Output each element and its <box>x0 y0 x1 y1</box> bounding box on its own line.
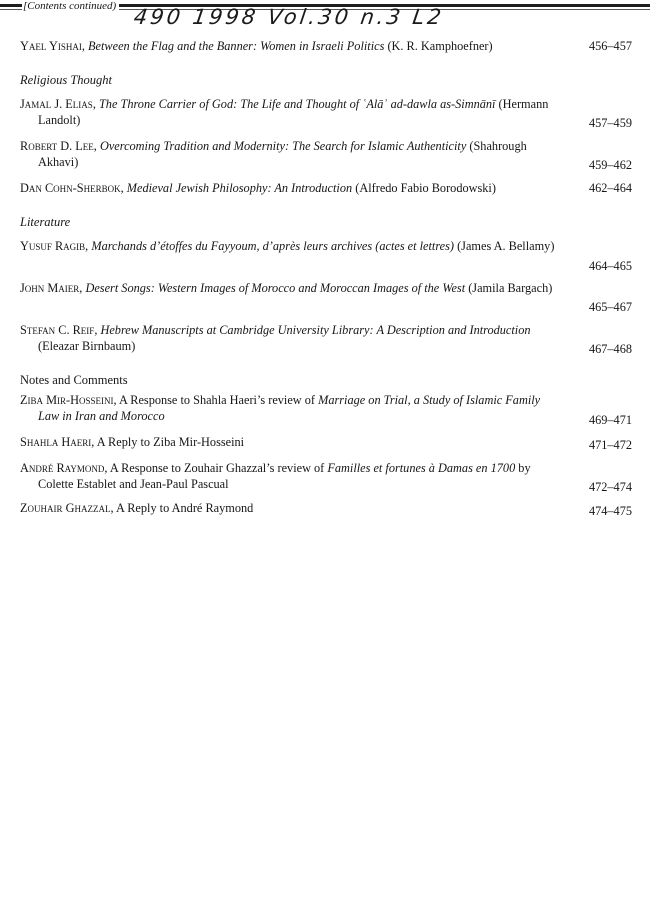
entry-description: A Reply to Ziba Mir-Hosseini <box>96 435 245 449</box>
entry-author: Yael Yishai <box>20 39 82 53</box>
entry-reviewer: (Shahrough Akhavi) <box>38 139 527 169</box>
entry-author: Shahla Haeri <box>20 435 92 449</box>
contents-entry: Stefan C. Reif, Hebrew Manuscripts at Cambridge University Library: A Description and Introduction (Eleazar Birnbaum) 467–468 <box>20 323 632 356</box>
entry-reviewer: (Jamila Bargach) <box>468 281 553 295</box>
entry-pages: 457–459 <box>588 116 632 130</box>
entry-pages: 474–475 <box>588 504 632 518</box>
entry-pages: 464–465 <box>588 259 632 273</box>
entry-author: Dan Cohn-Sherbok <box>20 181 121 195</box>
contents-entry: Dan Cohn-Sherbok, Medieval Jewish Philosophy: An Introduction (Alfredo Fabio Borodowski) 462–464 <box>20 181 632 195</box>
entry-title: Hebrew Manuscripts at Cambridge University Library: A Description and Introduction <box>100 323 531 337</box>
entry-author: John Maier <box>20 281 80 295</box>
entry-pages: 465–467 <box>588 300 632 314</box>
entry-title: Familles et fortunes à Damas en 1700 <box>327 461 516 475</box>
entry-author: Ziba Mir-Hosseini <box>20 393 114 407</box>
entry-description: A Reply to André Raymond <box>115 501 254 515</box>
entry-pages: 459–462 <box>588 158 632 172</box>
entry-pages: 456–457 <box>588 39 632 53</box>
entry-author: Yusuf Ragib <box>20 239 86 253</box>
entry-pages: 469–471 <box>588 413 632 427</box>
entry-title: Between the Flag and the Banner: Women in Israeli Politics <box>88 39 385 53</box>
entry-description: A Response to Zouhair Ghazzal’s review of <box>109 461 325 475</box>
entry-reviewer: (Alfredo Fabio Borodowski) <box>355 181 496 195</box>
entry-title: The Throne Carrier of God: The Life and Thought of ʿAlāʾ ad-dawla as-Simnānī <box>98 97 496 111</box>
entry-reviewer: (James A. Bellamy) <box>457 239 555 253</box>
entry-title: Desert Songs: Western Images of Morocco and Moroccan Images of the West <box>85 281 466 295</box>
contents-entry: Ziba Mir-Hosseini, A Response to Shahla Haeri’s review of Marriage on Trial, a Study of Islamic Family Law in Iran and Morocco 469–471 <box>20 393 632 427</box>
entry-author: Zouhair Ghazzal <box>20 501 111 515</box>
entry-author: André Raymond <box>20 461 105 475</box>
contents-entry: Shahla Haeri, A Reply to Ziba Mir-Hosseini 471–472 <box>20 435 632 452</box>
entry-pages: 471–472 <box>588 438 632 452</box>
entry-reviewer: (K. R. Kamphoefner) <box>387 39 493 53</box>
entry-author: Robert D. Lee <box>20 139 94 153</box>
entry-author: Jamal J. Elias <box>20 97 93 111</box>
entry-pages: 472–474 <box>588 480 632 494</box>
entry-title: Overcoming Tradition and Modernity: The Search for Islamic Authenticity <box>99 139 467 153</box>
section-heading-literature: Literature <box>20 215 71 229</box>
contents-entry: Yael Yishai, Between the Flag and the Banner: Women in Israeli Politics (K. R. Kamphoefner) 456–457 <box>20 39 632 53</box>
entry-reviewer: (Eleazar Birnbaum) <box>38 339 136 353</box>
entry-title: Medieval Jewish Philosophy: An Introduction <box>126 181 353 195</box>
contents-entry: André Raymond, A Response to Zouhair Ghazzal’s review of Familles et fortunes à Damas en 1700 by Colette Establet and Jean-Paul Pascual 472–474 <box>20 461 632 494</box>
section-heading-notes-and-comments: Notes and Comments <box>20 373 128 387</box>
contents-continued-label: [ Contents continued ) <box>22 0 119 13</box>
contents-entry: Yusuf Ragib, Marchands d’étoffes du Fayyoum, d’après leurs archives (actes et lettres) (James A. Bellamy) 464–465 <box>20 239 632 273</box>
entry-title: Marchands d’étoffes du Fayyoum, d’après leurs archives (actes et lettres) <box>91 239 454 253</box>
entry-description-continued: by Colette Establet and Jean-Paul Pascual <box>38 461 531 491</box>
entry-pages: 462–464 <box>588 181 632 195</box>
contents-entry: Zouhair Ghazzal, A Reply to André Raymond 474–475 <box>20 501 632 518</box>
contents-entry: Jamal J. Elias, The Throne Carrier of God: The Life and Thought of ʿAlāʾ ad-dawla as-Simnānī (Hermann Landolt) 457–459 <box>20 97 632 130</box>
entry-reviewer: (Hermann Landolt) <box>38 97 549 127</box>
entry-pages: 467–468 <box>588 342 632 356</box>
entry-title: Marriage on Trial, a Study of Islamic Family Law in Iran and Morocco <box>38 393 541 423</box>
contents-entry: John Maier, Desert Songs: Western Images of Morocco and Moroccan Images of the West (Jamila Bargach) 465–467 <box>20 281 632 314</box>
section-heading-religious-thought: Religious Thought <box>20 73 113 87</box>
handwritten-annotation: 490 1998 Vol.30 n.3 L2 <box>132 5 446 29</box>
entry-author: Stefan C. Reif <box>20 323 95 337</box>
contents-entry: Robert D. Lee, Overcoming Tradition and Modernity: The Search for Islamic Authenticity (Shahrough Akhavi) 459–462 <box>20 139 632 172</box>
entry-description: A Response to Shahla Haeri’s review of <box>118 393 316 407</box>
